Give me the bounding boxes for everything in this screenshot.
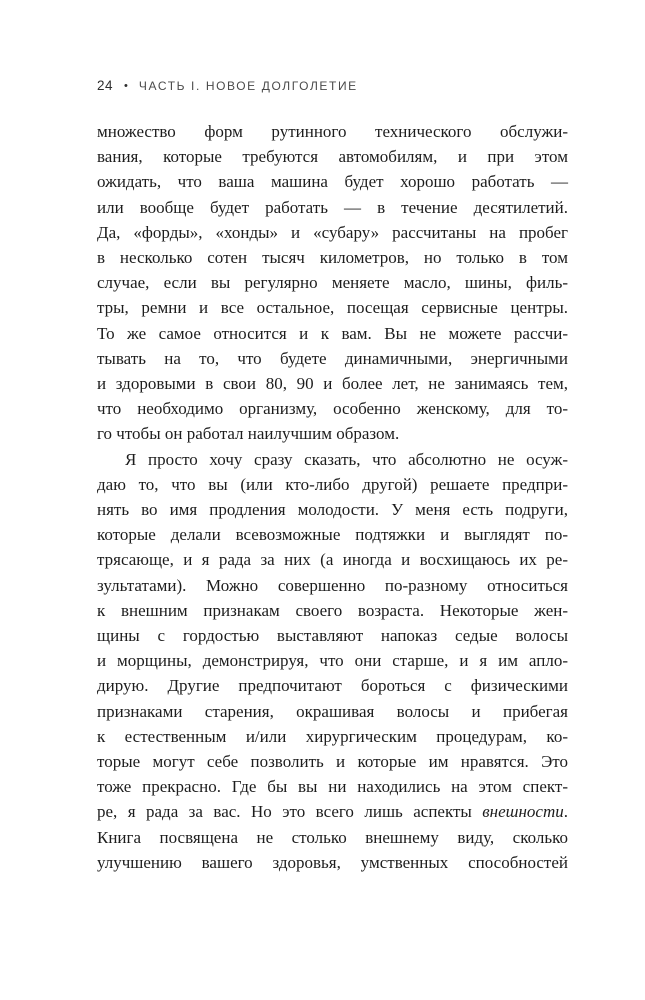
text-line [97,119,568,144]
bullet-icon: • [124,80,128,92]
text-line [97,321,568,346]
text-line [97,749,568,774]
text-segment: вания, которые требуются автомобилям, и при этом [97,147,568,167]
text-line [97,573,568,598]
text-line [97,195,568,220]
text-line [97,623,568,648]
text-segment: торые могут себе позволить и которые им нравятся. Это [97,752,568,772]
text-segment: и морщины, демонстрируя, что они старше, и я им апло- [97,651,568,671]
text-segment: и здоровыми в свои 80, 90 и более лет, не занимаясь тем, [97,374,568,394]
text-segment: зультатами). Можно совершенно по-разному относиться [97,575,568,595]
text-line [97,472,568,497]
text-segment: трясающе, и я рада за них (а иногда и восхищаюсь их ре- [97,550,568,570]
text-line [97,522,568,547]
text-segment: признаками старения, окрашивая волосы и прибегая [97,701,568,721]
text-line [97,270,568,295]
paragraph [97,447,568,875]
text-line [97,396,568,421]
text-segment: или вообще будет работать — в течение десятилетий. [97,197,568,217]
text-segment: к естественным и/или хирургическим процедурам, ко- [97,726,568,746]
text-line [97,497,568,522]
text-line [97,547,568,572]
text-line [97,825,568,850]
text-segment: тры, ремни и все остальное, посещая сервисные центры. [97,298,568,318]
text-line [97,371,568,396]
text-line [97,724,568,749]
text-line [97,673,568,698]
page-number: 24 [97,78,114,93]
text-segment: тывать на то, что будете динамичными, энергичными [97,348,568,368]
text-segment: которые делали всевозможные подтяжки и выглядят по- [97,525,568,545]
text-segment: То же самое относится и к вам. Вы не можете рассчи- [97,323,568,343]
text-segment: к внешним признакам своего возраста. Некоторые жен- [97,600,568,620]
text-segment: даю то, что вы (или кто-либо другой) решаете предпри- [97,474,568,494]
text-line [97,598,568,623]
text-segment: ожидать, что ваша машина будет хорошо работать — [97,172,568,192]
text-segment: что необходимо организму, особенно женскому, для то- [97,399,568,419]
text-segment: го чтобы он работал наилучшим образом. [97,424,400,444]
page-header [97,78,568,93]
text-segment: улучшению вашего здоровья, умственных способностей [97,852,568,872]
text-segment: тоже прекрасно. Где бы вы ни находились на этом спект- [97,777,568,797]
paragraph [97,119,568,447]
italic-text: внешности [482,802,564,822]
text-segment: дирую. Другие предпочитают бороться с физическими [97,676,568,696]
text-line [97,220,568,245]
text-segment: случае, если вы регулярно меняете масло, шины, филь- [97,273,568,293]
text-segment: . [563,802,568,822]
text-line [97,799,568,824]
text-line [97,346,568,371]
text-segment: Да, «форды», «хонды» и «субару» рассчитаны на пробег [97,222,568,242]
text-line [97,295,568,320]
text-segment: множество форм рутинного технического обслужи- [97,122,568,141]
text-segment: Книга посвящена не столько внешнему виду, сколько [97,827,568,847]
text-line [97,421,568,446]
text-line [97,774,568,799]
text-content [97,119,568,875]
text-segment: нять во имя продления молодости. У меня есть подруги, [97,500,568,520]
text-segment: в несколько сотен тысяч километров, но только в том [97,248,568,268]
text-line [97,850,568,875]
text-segment: Я просто хочу сразу сказать, что абсолютно не осуж- [125,449,568,469]
text-line [97,169,568,194]
text-line [97,245,568,270]
running-title: ЧАСТЬ I. НОВОЕ ДОЛГОЛЕТИЕ [138,79,358,93]
text-line [97,699,568,724]
text-line [97,144,568,169]
text-line [97,648,568,673]
text-line [97,447,568,472]
text-segment: ре, я рада за вас. Но это всего лишь аспекты [97,802,483,822]
text-segment: щины с гордостью выставляют напоказ седые волосы [97,626,568,646]
